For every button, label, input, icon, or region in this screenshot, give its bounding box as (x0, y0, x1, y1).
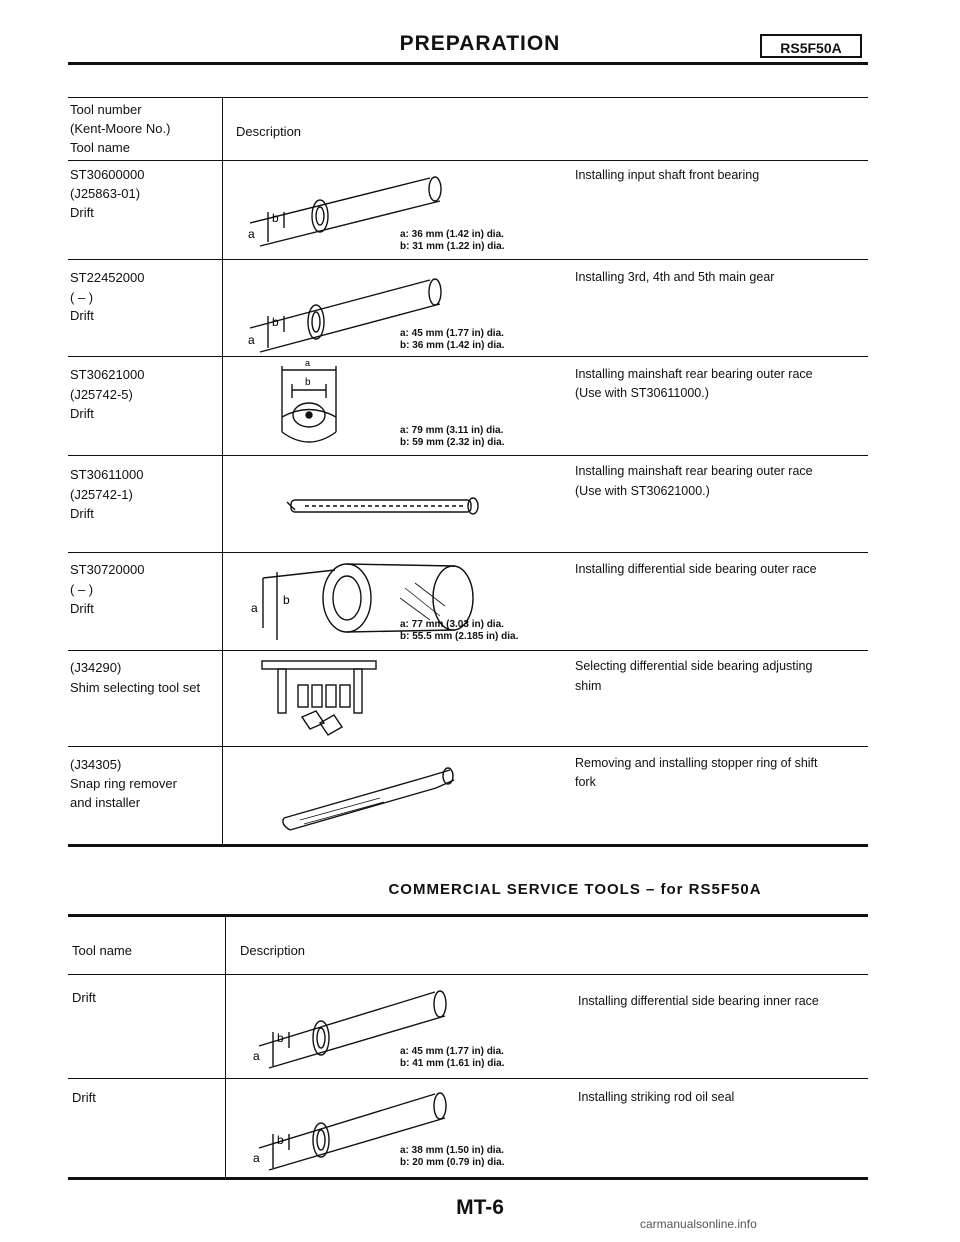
tool-description: Removing and installing stopper ring of shift (575, 756, 818, 770)
tool-name: Shim selecting tool set (70, 680, 201, 695)
tool-number: ST30600000 (70, 167, 145, 182)
shim-tool-set-illustration (258, 655, 418, 745)
dimension-b: b: 36 mm (1.42 in) dia. (400, 340, 505, 351)
drift-illustration (285, 492, 485, 522)
drift-illustration (270, 358, 390, 452)
dimension-b: b: 31 mm (1.22 in) dia. (400, 241, 505, 252)
commercial-header-rule (68, 974, 868, 975)
dimension-a: a: 38 mm (1.50 in) dia. (400, 1145, 504, 1156)
commercial-tool-name: Drift (72, 990, 96, 1005)
tool-description: Installing input shaft front bearing (575, 168, 760, 182)
tool-description: Installing differential side bearing outer race (575, 562, 817, 576)
svg-text:b: b (305, 377, 311, 388)
kent-moore-number: ( – ) (70, 582, 94, 597)
header-kent-moore: (Kent-Moore No.) (70, 121, 171, 136)
svg-text:b: b (272, 315, 279, 329)
kent-moore-number: (J25742-5) (70, 387, 133, 402)
tool-description-cont: fork (575, 775, 596, 789)
tool-description-note: (Use with ST30621000.) (575, 484, 710, 498)
tool-name: Drift (70, 506, 94, 521)
column-divider (222, 97, 223, 845)
row-divider (68, 259, 868, 260)
dimension-b: b: 41 mm (1.61 in) dia. (400, 1058, 505, 1069)
dimension-b: b: 59 mm (2.32 in) dia. (400, 437, 505, 448)
kent-moore-number: (J25863-01) (70, 186, 141, 201)
tool-description-note: (Use with ST30611000.) (575, 386, 709, 400)
header-rule-bottom (68, 160, 868, 161)
commercial-tool-name: Drift (72, 1090, 96, 1105)
dimension-a: a: 45 mm (1.77 in) dia. (400, 1046, 504, 1057)
svg-text:a: a (253, 1151, 260, 1165)
header-tool-number: Tool number (70, 102, 142, 117)
tool-name: Drift (70, 308, 94, 323)
dimension-b: b: 55.5 mm (2.185 in) dia. (400, 631, 519, 642)
header-description: Description (236, 124, 302, 139)
tool-number: ST30621000 (70, 367, 145, 382)
tool-number: ST22452000 (70, 270, 145, 285)
commercial-table-bottom-rule (68, 1177, 868, 1180)
svg-text:b: b (272, 211, 279, 225)
svg-text:b: b (283, 593, 290, 607)
commercial-header-description: Description (240, 943, 306, 958)
dimension-a: a: 36 mm (1.42 in) dia. (400, 229, 504, 240)
svg-text:a: a (248, 227, 255, 241)
tool-number: (J34290) (70, 660, 122, 675)
tool-description: Installing 3rd, 4th and 5th main gear (575, 270, 775, 284)
tool-name: Drift (70, 406, 94, 421)
kent-moore-number: ( – ) (70, 290, 94, 305)
header-rule (68, 62, 868, 65)
table-bottom-rule (68, 844, 868, 847)
commercial-tools-heading: COMMERCIAL SERVICE TOOLS – for RS5F50A (388, 881, 762, 898)
commercial-table-top-rule (68, 914, 868, 917)
commercial-column-divider (225, 914, 226, 1178)
row-divider (68, 552, 868, 553)
dimension-a: a: 79 mm (3.11 in) dia. (400, 425, 504, 436)
row-divider (68, 746, 868, 747)
commercial-tool-description: Installing differential side bearing inner race (578, 994, 819, 1008)
table-top-rule (68, 97, 868, 98)
tool-description: Installing mainshaft rear bearing outer race (575, 464, 813, 478)
dimension-b: b: 20 mm (0.79 in) dia. (400, 1157, 505, 1168)
dimension-a: a: 77 mm (3.03 in) dia. (400, 619, 504, 630)
tool-name: Snap ring remover (70, 776, 177, 791)
row-divider (68, 455, 868, 456)
kent-moore-number: (J25742-1) (70, 487, 133, 502)
commercial-row-divider (68, 1078, 868, 1079)
model-tag: RS5F50A (760, 34, 862, 58)
snap-ring-tool-illustration (280, 758, 460, 833)
svg-text:b: b (277, 1133, 284, 1147)
svg-text:a: a (305, 358, 311, 368)
dimension-a: a: 45 mm (1.77 in) dia. (400, 328, 504, 339)
svg-text:a: a (253, 1049, 260, 1063)
tool-number: ST30611000 (70, 467, 144, 482)
tool-description-cont: shim (575, 679, 602, 693)
page-number: MT-6 (456, 1196, 504, 1219)
tool-name-cont: and installer (70, 795, 141, 810)
tool-number: (J34305) (70, 757, 122, 772)
svg-text:b: b (277, 1031, 284, 1045)
tool-name: Drift (70, 601, 94, 616)
row-divider (68, 356, 868, 357)
svg-text:a: a (248, 333, 255, 347)
tool-name: Drift (70, 205, 94, 220)
tool-description: Selecting differential side bearing adjusting (575, 659, 813, 673)
tool-description: Installing mainshaft rear bearing outer race (575, 367, 813, 381)
commercial-tool-description: Installing striking rod oil seal (578, 1090, 735, 1104)
header-tool-name: Tool name (70, 140, 130, 155)
commercial-header-tool-name: Tool name (72, 943, 132, 958)
page-title: PREPARATION (399, 32, 561, 55)
tool-number: ST30720000 (70, 562, 145, 577)
watermark: carmanualsonline.info (640, 1217, 757, 1231)
row-divider (68, 650, 868, 651)
svg-text:a: a (251, 601, 258, 615)
